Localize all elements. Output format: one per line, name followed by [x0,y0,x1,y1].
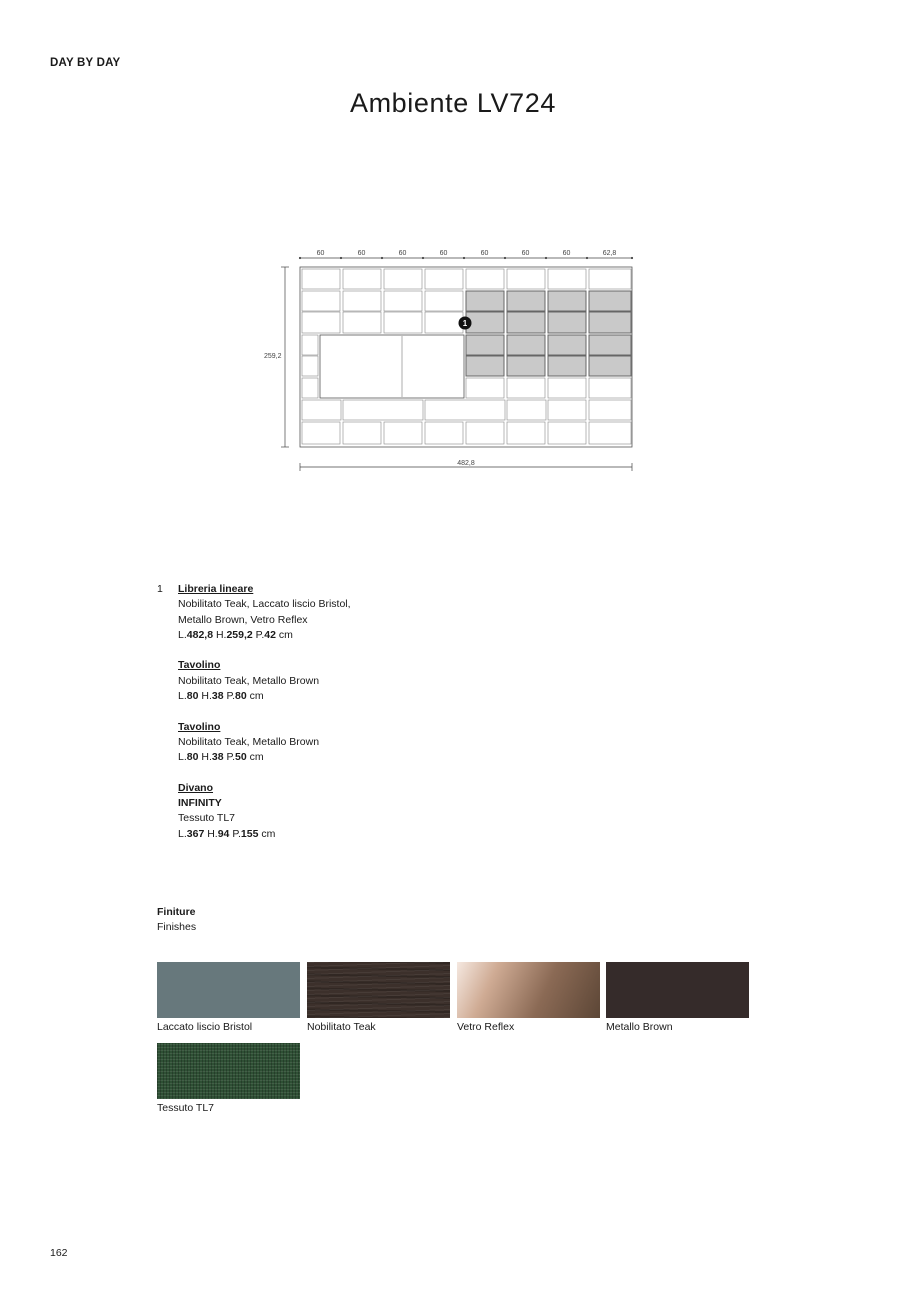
finish-name: Nobilitato Teak [307,1021,376,1033]
height-dimension-label: 259,2 [264,353,282,360]
product-dimensions: L.367 H.94 P.155 cm [178,827,276,840]
top-dimension-label: 60 [521,250,530,257]
finish-chip-teak [307,962,450,1018]
finish-chip-reflex [457,962,600,1018]
product-name: Divano [178,781,214,794]
product-name: Tavolino [178,720,221,733]
finish-name: Metallo Brown [606,1021,673,1033]
finish-name: Vetro Reflex [457,1021,515,1033]
top-dimension-label: 60 [398,250,407,257]
section-label: DAY BY DAY [50,57,121,69]
product-model: INFINITY [178,797,222,810]
product-name: Tavolino [178,659,221,672]
product-item [157,658,557,704]
svg-text:1: 1 [462,319,468,328]
product-dimensions: L.80 H.38 P.80 cm [178,690,264,703]
finishes-subtitle: Finishes [157,921,197,933]
top-dimension-label: 60 [316,250,325,257]
top-dimension-label: 60 [562,250,571,257]
product-dimensions: L.482,8 H.259,2 P.42 cm [178,628,293,641]
product-item [157,781,557,842]
page-title: Ambiente LV724 [349,88,557,118]
top-dimension-label: 60 [357,250,366,257]
top-dimension-label: 60 [439,250,448,257]
bookcase-technical-drawing [250,240,650,480]
product-marker-1 [459,317,472,330]
finishes-heading [157,905,196,935]
top-dimension-label: 62,8 [602,250,617,257]
product-description: Nobilitato Teak, Metallo Brown [178,735,320,748]
product-description: Nobilitato Teak, Metallo Brown [178,674,320,687]
finish-chip-tl7 [157,1043,300,1099]
finish-chip-bristol [157,962,300,1018]
finishes-title: Finiture [157,906,196,918]
finish-name: Laccato liscio Bristol [157,1021,253,1033]
width-dimension-label: 482,8 [457,460,475,467]
finish-swatch [606,962,749,1033]
product-description: Tessuto TL7 [178,812,236,825]
product-list [157,582,557,857]
product-description: Metallo Brown, Vetro Reflex [178,613,308,626]
finish-chip-brown [606,962,749,1018]
product-number: 1 [157,583,163,595]
finish-swatch [157,1043,300,1114]
product-name: Libreria lineare [178,583,254,595]
product-item [157,720,557,766]
finish-name: Tessuto TL7 [157,1102,215,1114]
product-description: Nobilitato Teak, Laccato liscio Bristol, [178,598,351,611]
finish-swatch [307,962,450,1033]
finish-swatch [157,962,300,1033]
page-number: 162 [50,1247,68,1259]
product-item [157,582,557,643]
top-dimension-label: 60 [480,250,489,257]
product-dimensions: L.80 H.38 P.50 cm [178,751,264,764]
finish-swatch [457,962,600,1033]
